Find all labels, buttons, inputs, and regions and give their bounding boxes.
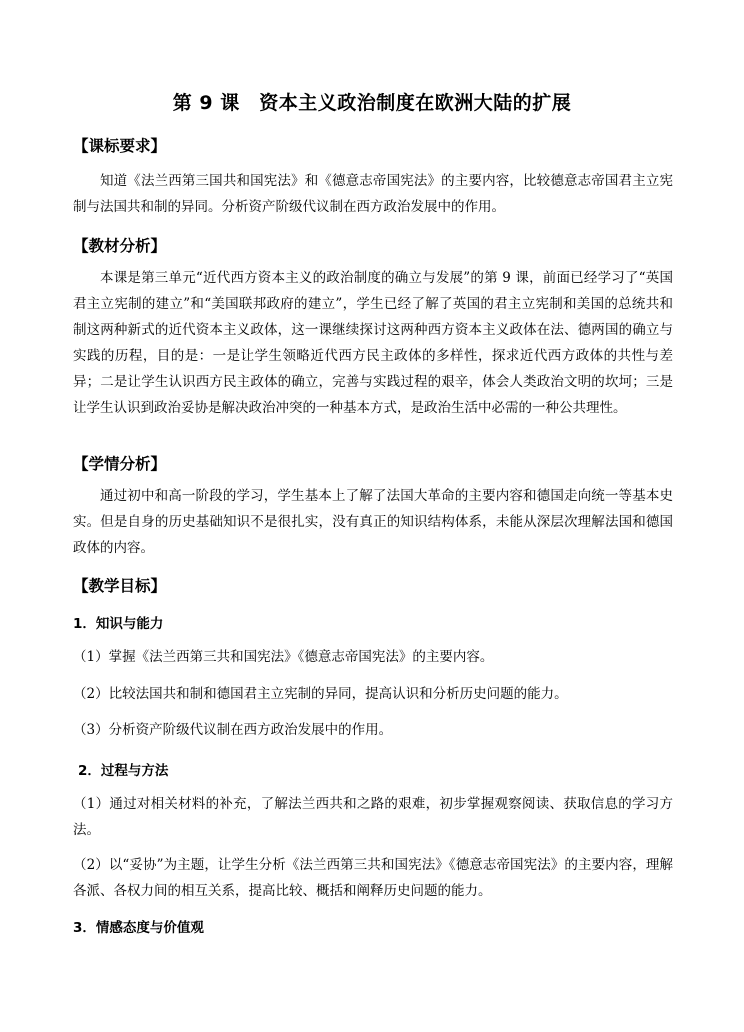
list-item-process-2: （2）以“妥协”为主题，让学生分析《法兰西第三共和国宪法》《德意志帝国宪法》的主要内容，理解各派、各权力间的相互关系，提高比较、概括和阐释历史问题的能力。 <box>73 857 673 899</box>
list-item-knowledge-3: （3）分析资产阶级代议制在西方政治发展中的作用。 <box>73 722 393 738</box>
section-heading-students: 【学情分析】 <box>73 455 167 473</box>
subheading-emotion: 3．情感态度与价值观 <box>73 920 204 936</box>
list-item-knowledge-1: （1）掌握《法兰西第三共和国宪法》《德意志帝国宪法》的主要内容。 <box>73 649 494 665</box>
paragraph-students: 通过初中和高一阶段的学习，学生基本上了解了法国大革命的主要内容和德国走向统一等基本史实。但是自身的历史基础知识不是很扎实，没有真正的知识结构体系，未能从深层次理解法国和德国政体的内容。 <box>73 488 673 556</box>
section-heading-textbook: 【教材分析】 <box>73 237 167 255</box>
list-item-knowledge-2: （2）比较法国共和制和德国君主立宪制的异同，提高认识和分析历史问题的能力。 <box>73 686 568 702</box>
subheading-process: 2．过程与方法 <box>78 763 169 779</box>
section-heading-standard: 【课标要求】 <box>73 137 167 155</box>
page-title: 第 9 课 资本主义政治制度在欧洲大陆的扩展 <box>172 92 572 114</box>
subheading-knowledge: 1．知识与能力 <box>73 616 164 632</box>
list-item-process-1: （1）通过对相关材料的补充，了解法兰西共和之路的艰难，初步掌握观察阅读、获取信息的学习方法。 <box>73 796 673 838</box>
section-heading-goals: 【教学目标】 <box>73 577 167 595</box>
paragraph-standard: 知道《法兰西第三国共和国宪法》和《德意志帝国宪法》的主要内容，比较德意志帝国君主立宪制与法国共和制的异同。分析资产阶级代议制在西方政治发展中的作用。 <box>73 173 673 215</box>
paragraph-textbook: 本课是第三单元“近代西方资本主义的政治制度的确立与发展”的第 9 课，前面已经学习了“英国君主立宪制的建立”和“美国联邦政府的建立”，学生已经了解了英国的君主立宪制和美国的总统共和制这两种新式的近代资本主义政体，这一课继续探讨这两种西方资本主义政体在法、德两国的确立与实践的历程，目的是：一是让学生领略近代西方民主政体的多样性，探求近代西方政体的共性与差异；二是让学生认识西方民主政体的确立，完善与实践过程的艰辛，体会人类政治文明的坎坷；三是让学生认识到政治妥协是解决政治冲突的一种基本方式，是政治生活中必需的一种公共理性。 <box>73 270 673 416</box>
